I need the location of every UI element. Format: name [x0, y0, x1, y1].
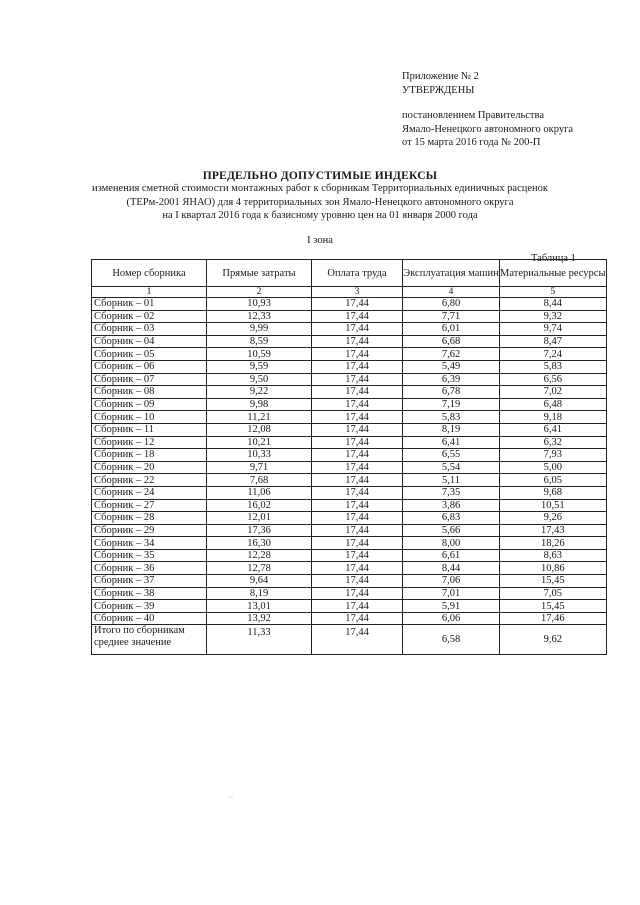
- labor-costs-cell: 17,44: [312, 348, 403, 361]
- collection-name-cell: Сборник – 02: [92, 310, 207, 323]
- indices-table: [91, 259, 607, 655]
- collection-name-cell: Сборник – 06: [92, 360, 207, 373]
- machine-operation-cell: 7,01: [403, 587, 500, 600]
- labor-costs-cell: 17,44: [312, 587, 403, 600]
- scan-artifact: ··: [228, 793, 234, 802]
- machine-operation-cell: 6,41: [403, 436, 500, 449]
- material-resources-cell: 15,45: [500, 575, 607, 588]
- direct-costs-cell: 9,98: [207, 398, 312, 411]
- table-row: [92, 335, 607, 348]
- table-row: [92, 411, 607, 424]
- table-row: [92, 562, 607, 575]
- machine-operation-cell: 6,06: [403, 612, 500, 625]
- material-resources-cell: 6,41: [500, 423, 607, 436]
- total-row: [92, 625, 607, 655]
- machine-operation-cell: 7,35: [403, 486, 500, 499]
- material-resources-cell: 8,44: [500, 298, 607, 311]
- labor-costs-cell: 17,44: [312, 524, 403, 537]
- table-row: [92, 298, 607, 311]
- labor-costs-cell: 17,44: [312, 411, 403, 424]
- table-row: [92, 512, 607, 525]
- machine-operation-cell: 5,83: [403, 411, 500, 424]
- table-row: [92, 360, 607, 373]
- subtitle-line-1: изменения сметной стоимости монтажных работ к сборникам Территориальных единичных расценок: [92, 183, 548, 194]
- total-machine-operation: 6,58: [403, 625, 500, 655]
- labor-costs-cell: 17,44: [312, 449, 403, 462]
- collection-name-cell: Сборник – 35: [92, 549, 207, 562]
- direct-costs-cell: 16,30: [207, 537, 312, 550]
- material-resources-cell: 8,63: [500, 549, 607, 562]
- collection-name-cell: Сборник – 29: [92, 524, 207, 537]
- material-resources-cell: 6,56: [500, 373, 607, 386]
- column-number: 5: [500, 287, 607, 298]
- direct-costs-cell: 17,36: [207, 524, 312, 537]
- machine-operation-cell: 6,78: [403, 386, 500, 399]
- table-row: [92, 449, 607, 462]
- collection-name-cell: Сборник – 38: [92, 587, 207, 600]
- machine-operation-cell: 8,44: [403, 562, 500, 575]
- total-material-resources: 9,62: [500, 625, 607, 655]
- total-label-line-1: Итого по сборникам: [94, 625, 185, 637]
- labor-costs-cell: 17,44: [312, 474, 403, 487]
- labor-costs-cell: 17,44: [312, 398, 403, 411]
- table-row: [92, 537, 607, 550]
- table-label: Таблица 1: [531, 253, 576, 264]
- material-resources-cell: 15,45: [500, 600, 607, 613]
- labor-costs-cell: 17,44: [312, 562, 403, 575]
- collection-name-cell: Сборник – 10: [92, 411, 207, 424]
- labor-costs-cell: 17,44: [312, 499, 403, 512]
- collection-name-cell: Сборник – 03: [92, 323, 207, 336]
- column-number: 4: [403, 287, 500, 298]
- machine-operation-cell: 5,49: [403, 360, 500, 373]
- material-resources-cell: 17,46: [500, 612, 607, 625]
- total-label-cell: [92, 625, 207, 655]
- table-row: [92, 587, 607, 600]
- labor-costs-cell: 17,44: [312, 423, 403, 436]
- table-row: [92, 600, 607, 613]
- collection-name-cell: Сборник – 08: [92, 386, 207, 399]
- direct-costs-cell: 9,59: [207, 360, 312, 373]
- material-resources-cell: 7,93: [500, 449, 607, 462]
- approval-block: [402, 70, 573, 150]
- table-row: [92, 386, 607, 399]
- direct-costs-cell: 12,28: [207, 549, 312, 562]
- collection-name-cell: Сборник – 11: [92, 423, 207, 436]
- direct-costs-cell: 12,08: [207, 423, 312, 436]
- labor-costs-cell: 17,44: [312, 537, 403, 550]
- appendix-number: Приложение № 2: [402, 71, 479, 82]
- labor-costs-cell: 17,44: [312, 373, 403, 386]
- approved-stamp: УТВЕРЖДЕНЫ: [402, 84, 475, 96]
- collection-name-cell: Сборник – 27: [92, 499, 207, 512]
- table-row: [92, 524, 607, 537]
- total-direct-costs: 11,33: [207, 625, 312, 655]
- collection-name-cell: Сборник – 18: [92, 449, 207, 462]
- machine-operation-cell: 8,19: [403, 423, 500, 436]
- material-resources-cell: 10,86: [500, 562, 607, 575]
- direct-costs-cell: 13,01: [207, 600, 312, 613]
- material-resources-cell: 9,18: [500, 411, 607, 424]
- table-row: [92, 549, 607, 562]
- labor-costs-cell: 17,44: [312, 549, 403, 562]
- approval-line-3: от 15 марта 2016 года № 200-П: [402, 137, 541, 148]
- collection-name-cell: Сборник – 07: [92, 373, 207, 386]
- approval-line-1: постановлением Правительства: [402, 110, 545, 121]
- labor-costs-cell: 17,44: [312, 386, 403, 399]
- table-row: [92, 461, 607, 474]
- collection-name-cell: Сборник – 09: [92, 398, 207, 411]
- material-resources-cell: 9,32: [500, 310, 607, 323]
- material-resources-cell: 8,47: [500, 335, 607, 348]
- total-label-line-2: среднее значение: [94, 637, 172, 649]
- machine-operation-cell: 6,01: [403, 323, 500, 336]
- direct-costs-cell: 11,21: [207, 411, 312, 424]
- machine-operation-cell: 6,39: [403, 373, 500, 386]
- direct-costs-cell: 9,99: [207, 323, 312, 336]
- direct-costs-cell: 11,06: [207, 486, 312, 499]
- machine-operation-cell: 5,91: [403, 600, 500, 613]
- direct-costs-cell: 12,78: [207, 562, 312, 575]
- collection-name-cell: Сборник – 37: [92, 575, 207, 588]
- table-row: [92, 612, 607, 625]
- labor-costs-cell: 17,44: [312, 360, 403, 373]
- direct-costs-cell: 12,01: [207, 512, 312, 525]
- material-resources-cell: 9,68: [500, 486, 607, 499]
- collection-name-cell: Сборник – 34: [92, 537, 207, 550]
- table-row: [92, 310, 607, 323]
- machine-operation-cell: 5,54: [403, 461, 500, 474]
- labor-costs-cell: 17,44: [312, 323, 403, 336]
- document-subtitle: [0, 182, 640, 223]
- total-labor-costs: 17,44: [312, 625, 403, 655]
- header-direct-costs: Прямые затраты: [207, 260, 312, 287]
- zone-label: I зона: [307, 235, 333, 246]
- material-resources-cell: 6,32: [500, 436, 607, 449]
- labor-costs-cell: 17,44: [312, 298, 403, 311]
- material-resources-cell: 17,43: [500, 524, 607, 537]
- header-labor-costs: Оплата труда: [312, 260, 403, 287]
- direct-costs-cell: 10,93: [207, 298, 312, 311]
- labor-costs-cell: 17,44: [312, 612, 403, 625]
- table-row: [92, 423, 607, 436]
- labor-costs-cell: 17,44: [312, 575, 403, 588]
- collection-name-cell: Сборник – 22: [92, 474, 207, 487]
- table-row: [92, 323, 607, 336]
- approval-line-2: Ямало-Ненецкого автономного округа: [402, 123, 574, 135]
- collection-name-cell: Сборник – 28: [92, 512, 207, 525]
- machine-operation-cell: 7,71: [403, 310, 500, 323]
- material-resources-cell: 5,00: [500, 461, 607, 474]
- material-resources-cell: 6,05: [500, 474, 607, 487]
- table-row: [92, 348, 607, 361]
- table-row: [92, 486, 607, 499]
- table-row: [92, 499, 607, 512]
- table-row: [92, 398, 607, 411]
- material-resources-cell: 6,48: [500, 398, 607, 411]
- labor-costs-cell: 17,44: [312, 310, 403, 323]
- direct-costs-cell: 16,02: [207, 499, 312, 512]
- direct-costs-cell: 9,50: [207, 373, 312, 386]
- labor-costs-cell: 17,44: [312, 486, 403, 499]
- machine-operation-cell: 7,06: [403, 575, 500, 588]
- machine-operation-cell: 6,80: [403, 298, 500, 311]
- collection-name-cell: Сборник – 39: [92, 600, 207, 613]
- direct-costs-cell: 7,68: [207, 474, 312, 487]
- collection-name-cell: Сборник – 01: [92, 298, 207, 311]
- labor-costs-cell: 17,44: [312, 600, 403, 613]
- header-material-resources: Материальные ресурсы: [500, 260, 607, 287]
- material-resources-cell: 9,26: [500, 512, 607, 525]
- machine-operation-cell: 6,61: [403, 549, 500, 562]
- direct-costs-cell: 8,19: [207, 587, 312, 600]
- collection-name-cell: Сборник – 40: [92, 612, 207, 625]
- direct-costs-cell: 9,22: [207, 386, 312, 399]
- collection-name-cell: Сборник – 36: [92, 562, 207, 575]
- subtitle-line-2: (ТЕРм-2001 ЯНАО) для 4 территориальных зон Ямало-Ненецкого автономного округа: [126, 196, 514, 208]
- column-number: 3: [312, 287, 403, 298]
- material-resources-cell: 18,26: [500, 537, 607, 550]
- header-machine-operation: Эксплуатация машин: [403, 260, 500, 287]
- machine-operation-cell: 7,19: [403, 398, 500, 411]
- machine-operation-cell: 6,68: [403, 335, 500, 348]
- direct-costs-cell: 10,33: [207, 449, 312, 462]
- material-resources-cell: 5,83: [500, 360, 607, 373]
- material-resources-cell: 7,05: [500, 587, 607, 600]
- direct-costs-cell: 12,33: [207, 310, 312, 323]
- column-number: 1: [92, 287, 207, 298]
- labor-costs-cell: 17,44: [312, 335, 403, 348]
- material-resources-cell: 10,51: [500, 499, 607, 512]
- material-resources-cell: 9,74: [500, 323, 607, 336]
- collection-name-cell: Сборник – 05: [92, 348, 207, 361]
- collection-name-cell: Сборник – 24: [92, 486, 207, 499]
- table-row: [92, 474, 607, 487]
- material-resources-cell: 7,02: [500, 386, 607, 399]
- subtitle-line-3: на I квартал 2016 года к базисному уровню цен на 01 января 2000 года: [162, 210, 478, 221]
- table-row: [92, 373, 607, 386]
- table-row: [92, 436, 607, 449]
- direct-costs-cell: 8,59: [207, 335, 312, 348]
- direct-costs-cell: 9,71: [207, 461, 312, 474]
- column-numbers-row: [92, 287, 607, 298]
- header-collection-number: Номер сборника: [92, 260, 207, 287]
- direct-costs-cell: 9,64: [207, 575, 312, 588]
- collection-name-cell: Сборник – 04: [92, 335, 207, 348]
- machine-operation-cell: 5,66: [403, 524, 500, 537]
- machine-operation-cell: 7,62: [403, 348, 500, 361]
- direct-costs-cell: 10,21: [207, 436, 312, 449]
- labor-costs-cell: 17,44: [312, 512, 403, 525]
- material-resources-cell: 7,24: [500, 348, 607, 361]
- table-row: [92, 575, 607, 588]
- machine-operation-cell: 6,83: [403, 512, 500, 525]
- machine-operation-cell: 3,86: [403, 499, 500, 512]
- machine-operation-cell: 8,00: [403, 537, 500, 550]
- direct-costs-cell: 13,92: [207, 612, 312, 625]
- machine-operation-cell: 6,55: [403, 449, 500, 462]
- document-title: ПРЕДЕЛЬНО ДОПУСТИМЫЕ ИНДЕКСЫ: [202, 170, 438, 182]
- labor-costs-cell: 17,44: [312, 436, 403, 449]
- table-header-row: [92, 260, 607, 287]
- collection-name-cell: Сборник – 12: [92, 436, 207, 449]
- direct-costs-cell: 10,59: [207, 348, 312, 361]
- machine-operation-cell: 5,11: [403, 474, 500, 487]
- collection-name-cell: Сборник – 20: [92, 461, 207, 474]
- labor-costs-cell: 17,44: [312, 461, 403, 474]
- column-number: 2: [207, 287, 312, 298]
